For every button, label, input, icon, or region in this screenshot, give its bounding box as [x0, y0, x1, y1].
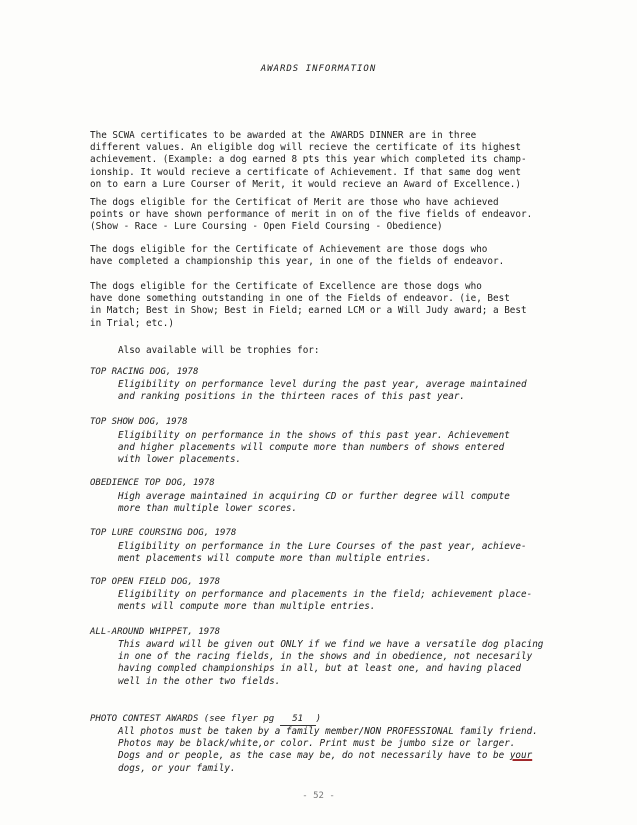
photo-contest-heading	[90, 713, 321, 726]
photo-contest-heading-close: )	[315, 714, 322, 724]
trophy-heading-racing: TOP RACING DOG, 1978	[90, 367, 199, 377]
page-title: AWARDS INFORMATION	[260, 64, 377, 74]
trophy-body-obedience: High average maintained in acquiring CD or further degree will compute more than multiple lower scores.	[118, 491, 510, 515]
photo-contest-heading-label: PHOTO CONTEST AWARDS (see flyer pg	[90, 714, 280, 724]
trophy-body-all-around: This award will be given out ONLY if we find we have a versatile dog placing in one of the racing fields, in the shows and in obedience, not necesarily having compled championships in all, but at least one, and having placed well in the other two fields.	[118, 639, 544, 687]
trophy-body-racing: Eligibility on performance level during the past year, average maintained and ranking positions in the thirteen races of this past year.	[118, 379, 527, 403]
flyer-page-reference: 51	[280, 713, 316, 726]
intro-paragraph-certificates: The SCWA certificates to be awarded at the AWARDS DINNER are in three different values. An eligible dog will recieve the certificate of its highest achievement. (Example: a dog earned 8 pts this year which completed its champ- ionship. It would recieve a certificate of Achievement. If that same dog went on to earn a Lure Courser of Merit, it would recieve an Award of Excellence.)	[90, 130, 527, 190]
intro-paragraph-trophies: Also available will be trophies for:	[118, 345, 320, 356]
trophy-body-open-field: Eligibility on performance and placements in the field; achievement place- ments will compute more than multiple entries.	[118, 589, 533, 613]
photo-contest-body-end: dogs, or your family.	[118, 762, 236, 774]
intro-paragraph-merit: The dogs eligible for the Certificat of Merit are those who have achieved points or have shown performance of merit in on of the five fields of endeavor. (Show - Race - Lure Coursing - Open Field Coursing - Obedience)	[90, 197, 533, 233]
underlined-word: your	[509, 750, 533, 762]
trophy-body-show: Eligibility on performance in the shows of this past year. Achievement and higher placements will compute more than numbers of shows entered with lower placements.	[118, 430, 510, 466]
trophy-heading-obedience: OBEDIENCE TOP DOG, 1978	[90, 478, 215, 488]
intro-paragraph-excellence: The dogs eligible for the Certificate of Excellence are those dogs who have done something outstanding in one of the Fields of endeavor. (ie, Best in Match; Best in Show; Best in Field; earned LCM or a Will Judy award; a Best in Trial; etc.)	[90, 281, 527, 329]
trophy-heading-lure-coursing: TOP LURE COURSING DOG, 1978	[90, 528, 237, 538]
trophy-heading-open-field: TOP OPEN FIELD DOG, 1978	[90, 577, 221, 587]
trophy-body-lure-coursing: Eligibility on performance in the Lure Courses of the past year, achieve- ment placements will compute more than multiple entries.	[118, 541, 527, 565]
trophy-heading-all-around: ALL-AROUND WHIPPET, 1978	[90, 627, 221, 637]
intro-paragraph-achievement: The dogs eligible for the Certificate of Achievement are those dogs who have completed a championship this year, in one of the fields of endeavor.	[90, 244, 505, 268]
trophy-heading-show: TOP SHOW DOG, 1978	[90, 417, 188, 427]
page-number: - 52 -	[302, 791, 335, 801]
photo-contest-body	[118, 726, 596, 775]
photo-contest-body-text: All photos must be taken by a family member/NON PROFESSIONAL family friend. Photos may be black/white,or color. Print must be jumbo size or larger. Dogs and or people, as the case may be, do not necessarily have to be	[118, 726, 538, 762]
